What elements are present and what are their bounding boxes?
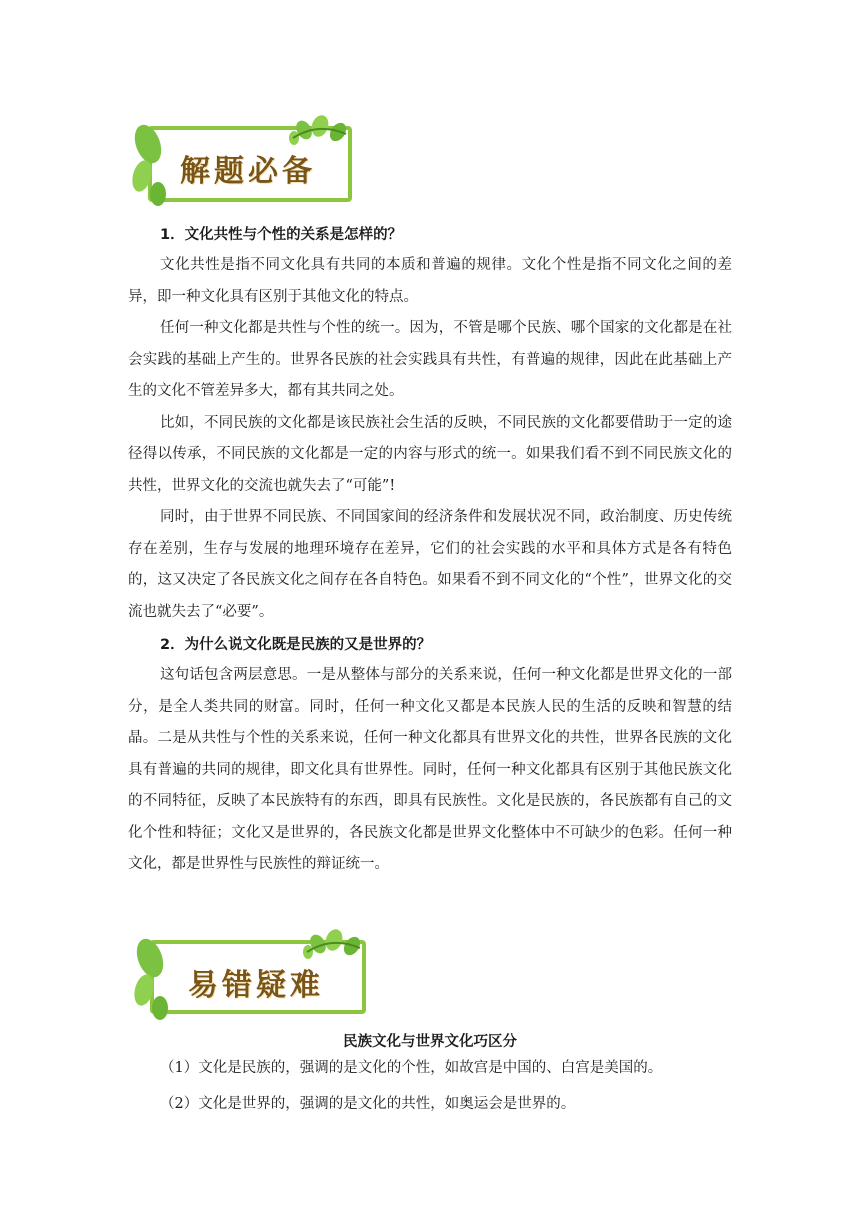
section-content [128, 220, 732, 881]
banner-common-mistakes [128, 928, 376, 1020]
paragraph: 这句话包含两层意思。一是从整体与部分的关系来说，任何一种文化都是世界文化的一部分，是全人类共同的财富。同时，任何一种文化又都是本民族人民的生活的反映和智慧的结晶。二是从共性与个性的关系来说，任何一种文化都具有世界文化的共性，世界各民族的文化具有普遍的共同的规律，即文化具有世界性。同时，任何一种文化都具有区别于其他民族文化的不同特征，反映了本民族特有的东西，即具有民族性。文化是民族的，各民族都有自己的文化个性和特征；文化又是世界的，各民族文化都是世界文化整体中不可缺少的色彩。任何一种文化，都是世界性与民族性的辩证统一。 [128, 667, 732, 872]
banner-title: 解题必备 [180, 154, 316, 189]
list-item: （2）文化是世界的，强调的是文化的共性，如奥运会是世界的。 [160, 1096, 576, 1112]
banner-title: 易错疑难 [188, 968, 324, 1003]
question-2-heading: 2．为什么说文化既是民族的又是世界的？ [160, 637, 432, 653]
question-1-heading: 1．文化共性与个性的关系是怎样的？ [160, 227, 403, 243]
paragraph: 比如，不同民族的文化都是该民族社会生活的反映，不同民族的文化都要借助于一定的途径得以传承，不同民族的文化都是一定的内容与形式的统一。如果我们看不到不同民族文化的共性，世界文化的交流也就失去了“可能”! [128, 414, 732, 494]
banner-solution-essentials [128, 114, 364, 206]
paragraph: 同时，由于世界不同民族、不同国家间的经济条件和发展状况不同，政治制度、历史传统存在差别，生存与发展的地理环境存在差异，它们的社会实践的水平和具体方式是各有特色的，这又决定了各民族文化之间存在各自特色。如果看不到不同文化的“个性”，世界文化的交流也就失去了“必要”。 [128, 509, 732, 620]
paragraph: 任何一种文化都是共性与个性的统一。因为，不管是哪个民族、哪个国家的文化都是在社会实践的基础上产生的。世界各民族的社会实践具有共性，有普遍的规律，因此在此基础上产生的文化不管差异多大，都有其共同之处。 [128, 320, 732, 399]
paragraph: 文化共性是指不同文化具有共同的本质和普遍的规律。文化个性是指不同文化之间的差异，即一种文化具有区别于其他文化的特点。 [128, 257, 732, 305]
section-title: 民族文化与世界文化巧区分 [343, 1034, 517, 1050]
list-item: （1）文化是民族的，强调的是文化的个性，如故宫是中国的、白宫是美国的。 [160, 1060, 663, 1076]
